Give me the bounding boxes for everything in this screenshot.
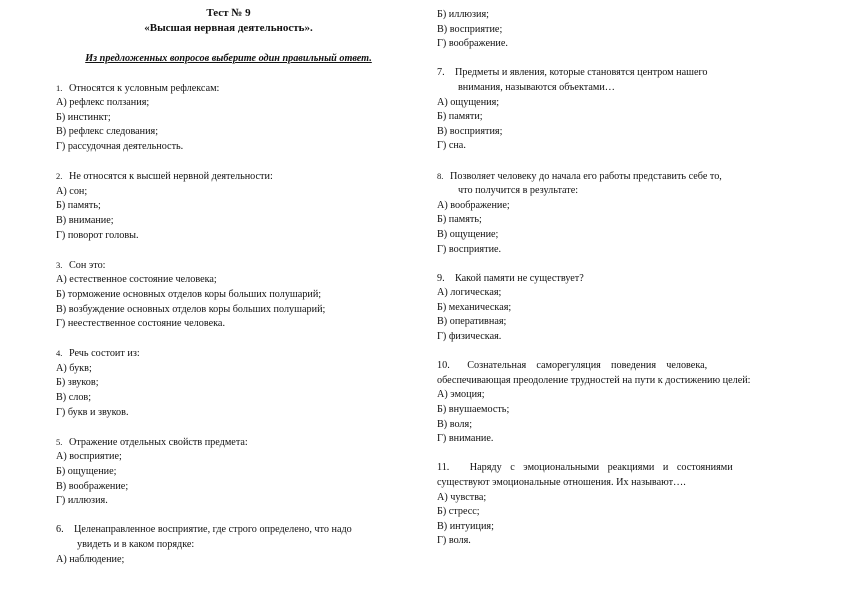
instruction: Из предложенных вопросов выберите один правильный ответ. bbox=[85, 53, 372, 64]
option-a: А) воображение; bbox=[437, 199, 510, 211]
question-3 bbox=[56, 258, 401, 332]
option-d: Г) иллюзия. bbox=[56, 495, 108, 507]
option-b: Б) память; bbox=[437, 214, 482, 226]
question-text: Относятся к условным рефлексам: bbox=[69, 82, 220, 94]
left-column bbox=[56, 0, 401, 582]
question-number: 5. bbox=[56, 436, 63, 447]
option-d: Г) восприятие. bbox=[437, 243, 502, 255]
option-d: Г) воля. bbox=[437, 535, 471, 547]
question-number: 8. bbox=[437, 170, 444, 181]
question-text-continued: увидеть и в каком порядке: bbox=[77, 539, 195, 550]
question-number: 2. bbox=[56, 171, 63, 182]
option-a: А) чувства; bbox=[437, 491, 487, 503]
option-a: А) букв; bbox=[56, 362, 92, 374]
question-1 bbox=[56, 81, 401, 155]
question-number: 11. bbox=[437, 462, 450, 474]
option-c: В) рефлекс следования; bbox=[56, 126, 159, 138]
option-b: Б) стресс; bbox=[437, 506, 480, 518]
option-a: А) рефлекс ползания; bbox=[56, 97, 150, 109]
question-number: 3. bbox=[56, 259, 63, 270]
question-text: Сон это: bbox=[69, 259, 106, 271]
option-d: Г) физическая. bbox=[437, 331, 502, 343]
option-b: Б) внушаемость; bbox=[437, 404, 510, 416]
option-a: А) сон; bbox=[56, 185, 88, 197]
question-9 bbox=[437, 272, 787, 345]
question-11 bbox=[437, 461, 787, 549]
question-text-continued: существуют эмоциональные отношения. Их называют…. bbox=[437, 477, 686, 488]
question-text: Не относятся к высшей нервной деятельности: bbox=[69, 171, 273, 183]
question-text: Целенаправленное восприятие, где строго определено, что надо bbox=[74, 524, 352, 536]
option-b: Б) памяти; bbox=[437, 111, 483, 123]
question-5 bbox=[56, 435, 401, 509]
right-column bbox=[437, 0, 787, 564]
question-text: Отражение отдельных свойств предмета: bbox=[69, 436, 248, 448]
question-7 bbox=[437, 66, 787, 154]
option-b: Б) звуков; bbox=[56, 377, 99, 389]
option-c: В) воля; bbox=[437, 418, 473, 430]
option-b: Б) иллюзия; bbox=[437, 9, 490, 20]
option-b: Б) инстинкт; bbox=[56, 111, 111, 123]
option-a: А) восприятие; bbox=[56, 451, 122, 463]
question-text-continued: обеспечивающая преодоление трудностей на пути к достижению целей: bbox=[437, 374, 751, 386]
option-c: В) восприятие; bbox=[437, 23, 503, 35]
question-6 bbox=[56, 523, 401, 567]
option-d: Г) поворот головы. bbox=[56, 229, 139, 241]
option-b: Б) механическая; bbox=[437, 301, 512, 313]
option-c: В) возбуждение основных отделов коры больших полушарий; bbox=[56, 303, 326, 315]
option-c: В) восприятия; bbox=[437, 125, 503, 137]
question-number: 10. bbox=[437, 360, 450, 372]
question-text: Предметы и явления, которые становятся центром нашего bbox=[455, 67, 708, 79]
question-text: Речь состоит из: bbox=[69, 348, 140, 360]
question-text-continued: что получится в результате: bbox=[458, 185, 579, 197]
question-text-continued: внимания, называются объектами… bbox=[458, 81, 615, 93]
question-text: Какой памяти не существует? bbox=[455, 272, 584, 284]
option-a: А) наблюдение; bbox=[56, 553, 125, 565]
option-d: Г) внимание. bbox=[437, 433, 494, 445]
question-number: 1. bbox=[56, 82, 63, 93]
question-8 bbox=[437, 169, 787, 258]
question-number: 6. bbox=[56, 524, 64, 536]
question-4 bbox=[56, 346, 401, 420]
question-text: Наряду с эмоциональными реакциями и состояниями bbox=[469, 462, 733, 474]
option-a: А) эмоция; bbox=[437, 389, 485, 401]
question-text: Позволяет человеку до начала его работы представить себе то, bbox=[450, 170, 722, 182]
option-d: Г) букв и звуков. bbox=[56, 406, 129, 418]
question-2 bbox=[56, 169, 401, 243]
option-d: Г) воображение. bbox=[437, 38, 508, 50]
test-title: Тест № 9 bbox=[206, 7, 251, 19]
question-6-continued-options bbox=[437, 8, 787, 52]
option-c: В) интуиция; bbox=[437, 520, 494, 532]
option-b: Б) ощущение; bbox=[56, 466, 117, 478]
option-d: Г) рассудочная деятельность. bbox=[56, 140, 184, 152]
option-a: А) ощущения; bbox=[437, 96, 500, 108]
question-number: 7. bbox=[437, 67, 445, 79]
question-text: Сознательная саморегуляция поведения человека, bbox=[467, 360, 708, 372]
question-10 bbox=[437, 359, 787, 447]
option-c: В) воображение; bbox=[56, 480, 129, 492]
option-a: А) логическая; bbox=[437, 287, 502, 299]
option-c: В) оперативная; bbox=[437, 316, 507, 328]
option-b: Б) торможение основных отделов коры больших полушарий; bbox=[56, 288, 322, 300]
option-c: В) слов; bbox=[56, 392, 92, 404]
test-subtitle: «Высшая нервная деятельность». bbox=[144, 22, 313, 34]
option-d: Г) сна. bbox=[437, 140, 466, 152]
question-number: 4. bbox=[56, 348, 63, 359]
option-b: Б) память; bbox=[56, 200, 101, 212]
question-number: 9. bbox=[437, 272, 445, 284]
option-c: В) внимание; bbox=[56, 214, 114, 226]
option-a: А) естественное состояние человека; bbox=[56, 274, 217, 286]
option-d: Г) неестественное состояние человека. bbox=[56, 318, 225, 330]
option-c: В) ощущение; bbox=[437, 228, 499, 240]
